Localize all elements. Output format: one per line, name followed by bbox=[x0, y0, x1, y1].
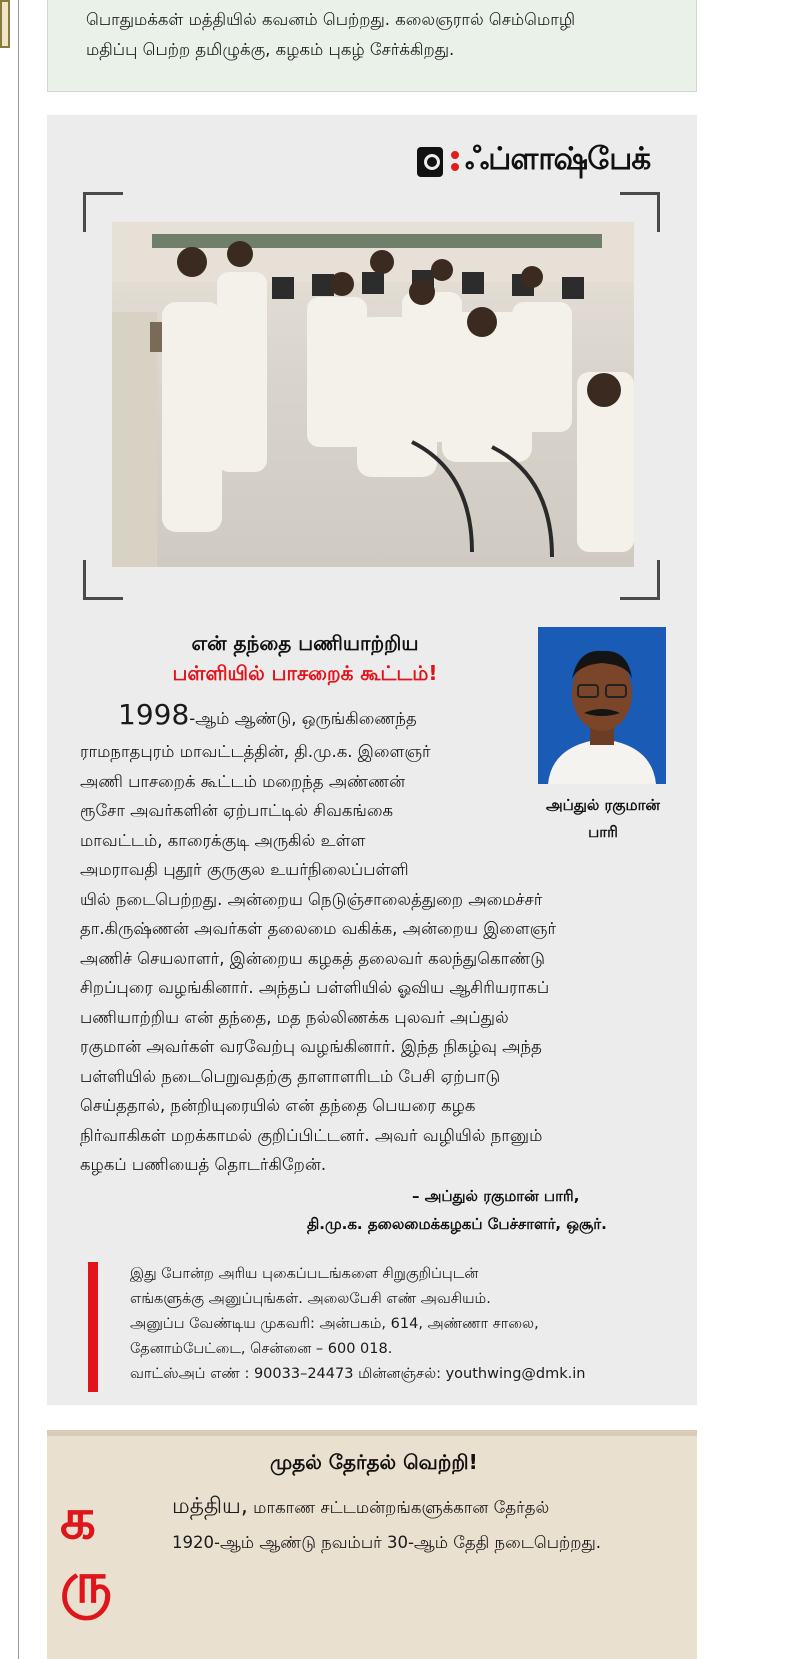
torn-edge bbox=[47, 1430, 697, 1436]
submission-notice bbox=[88, 1262, 678, 1392]
vertical-heading-char: க bbox=[60, 1487, 96, 1552]
adjacent-column-edge bbox=[0, 0, 22, 1659]
portrait-caption-line-1: அப்துல் ரகுமான் bbox=[546, 796, 660, 814]
body-line: ரகுமான் அவர்கள் வரவேற்பு வழங்கினார். இந்த நிகழ்வு அந்த bbox=[80, 1037, 542, 1056]
body-line: அணி பாசறைக் கூட்டம் மறைந்த அண்ணன் bbox=[80, 772, 406, 791]
body-first-line bbox=[118, 700, 417, 734]
body-line: அணிச் செயலாளர், இன்றைய கழகத் தலைவர் கலந்துகொண்டு bbox=[80, 949, 545, 968]
column-divider bbox=[18, 0, 19, 1659]
body-line: யில் நடைபெற்றது. அன்றைய நெடுஞ்சாலைத்துறை அமைச்சர் bbox=[80, 890, 543, 909]
body-line: மாவட்டம், காரைக்குடி அருகில் உள்ள bbox=[80, 831, 366, 850]
vertical-heading bbox=[60, 1488, 130, 1616]
body-line: பணியாற்றிய என் தந்தை, மத நல்லிணக்க புலவர் அப்துல் bbox=[80, 1008, 509, 1027]
headline-line-1: என் தந்தை பணியாற்றிய bbox=[191, 631, 419, 655]
notice-accent-bar bbox=[88, 1262, 98, 1392]
body-line: ரூசோ அவர்களின் ஏற்பாட்டில் சிவகங்கை bbox=[80, 801, 394, 820]
camera-icon bbox=[415, 141, 445, 181]
adjacent-column-box bbox=[0, 0, 10, 48]
author-signature-name: – அப்துல் ரகுமான் பாரி, bbox=[412, 1187, 580, 1205]
previous-article-line: பொதுமக்கள் மத்தியில் கவனம் பெற்றது. கலைஞரால் செம்மொழி bbox=[86, 10, 576, 29]
notice-line: எங்களுக்கு அனுப்புங்கள். அலைபேசி எண் அவசியம். bbox=[130, 1291, 491, 1307]
body-line: -ஆம் ஆண்டு, ஒருங்கிணைந்த bbox=[189, 709, 417, 728]
body-line: பள்ளியில் நடைபெறுவதற்கு தாளாளரிடம் பேசி ஏற்பாடு bbox=[80, 1067, 501, 1086]
body-line: செய்ததால், நன்றியுரையில் என் தந்தை பெயரை கழக bbox=[80, 1096, 476, 1115]
article-headline bbox=[100, 628, 510, 688]
body-line: கழகப் பணியைத் தொடர்கிறேன். bbox=[80, 1155, 327, 1174]
next-article-title: முதல் தேர்தல் வெற்றி! bbox=[270, 1450, 478, 1474]
notice-line: வாட்ஸ்அப் எண் : 90033–24473 மின்னஞ்சல்: youthwing@dmk.in bbox=[130, 1366, 586, 1382]
body-line: சிறப்புரை வழங்கினார். அந்தப் பள்ளியில் ஓவிய ஆசிரியராகப் bbox=[80, 978, 550, 997]
body-line: தா.கிருஷ்ணன் அவர்கள் தலைமை வகிக்க, அன்றைய இளைஞர் bbox=[80, 919, 557, 938]
body-line: நிர்வாகிகள் மறக்காமல் குறிப்பிட்டனர். அவர் வழியில் நானும் bbox=[80, 1126, 543, 1145]
vertical-heading-char: ரு bbox=[60, 1551, 112, 1616]
author-signature-title: தி.மு.க. தலைமைக்கழகப் பேச்சாளர், ஒசூர். bbox=[307, 1215, 607, 1233]
portrait-caption bbox=[520, 792, 686, 846]
flashback-logo bbox=[415, 138, 650, 184]
notice-line: தேனாம்பேட்டை, சென்னை – 600 018. bbox=[130, 1341, 393, 1357]
archival-photo bbox=[112, 222, 634, 567]
next-article-line bbox=[172, 1492, 549, 1523]
flashback-logo-text: ஃப்ளாஷ்பேக் bbox=[465, 141, 651, 177]
next-article-line: 1920-ஆம் ஆண்டு நவம்பர் 30-ஆம் தேதி நடைபெற்றது. bbox=[172, 1533, 601, 1552]
next-article-lead: மத்திய, bbox=[172, 1494, 248, 1519]
previous-article-line: மதிப்பு பெற்ற தமிழுக்கு, கழகம் புகழ் சேர்க்கிறது. bbox=[86, 40, 455, 59]
next-article-line-rest: மாகாண சட்டமன்றங்களுக்கான தேர்தல் bbox=[253, 1498, 550, 1517]
body-line: ராமநாதபுரம் மாவட்டத்தின், தி.மு.க. இளைஞர் bbox=[80, 742, 431, 761]
previous-article-box bbox=[47, 0, 697, 92]
author-portrait bbox=[538, 627, 666, 784]
body-lead-year: 1998 bbox=[118, 698, 190, 731]
notice-line: இது போன்ற அரிய புகைப்படங்களை சிறுகுறிப்புடன் bbox=[130, 1266, 479, 1282]
notice-line: அனுப்ப வேண்டிய முகவரி: அன்பகம், 614, அண்ணா சாலை, bbox=[130, 1316, 539, 1332]
red-dots-icon bbox=[451, 151, 459, 171]
headline-line-2: பள்ளியில் பாசறைக் கூட்டம்! bbox=[172, 661, 438, 685]
body-line: அமராவதி புதூர் குருகுல உயர்நிலைப்பள்ளி bbox=[80, 860, 409, 879]
portrait-caption-line-2: பாரி bbox=[588, 823, 618, 841]
